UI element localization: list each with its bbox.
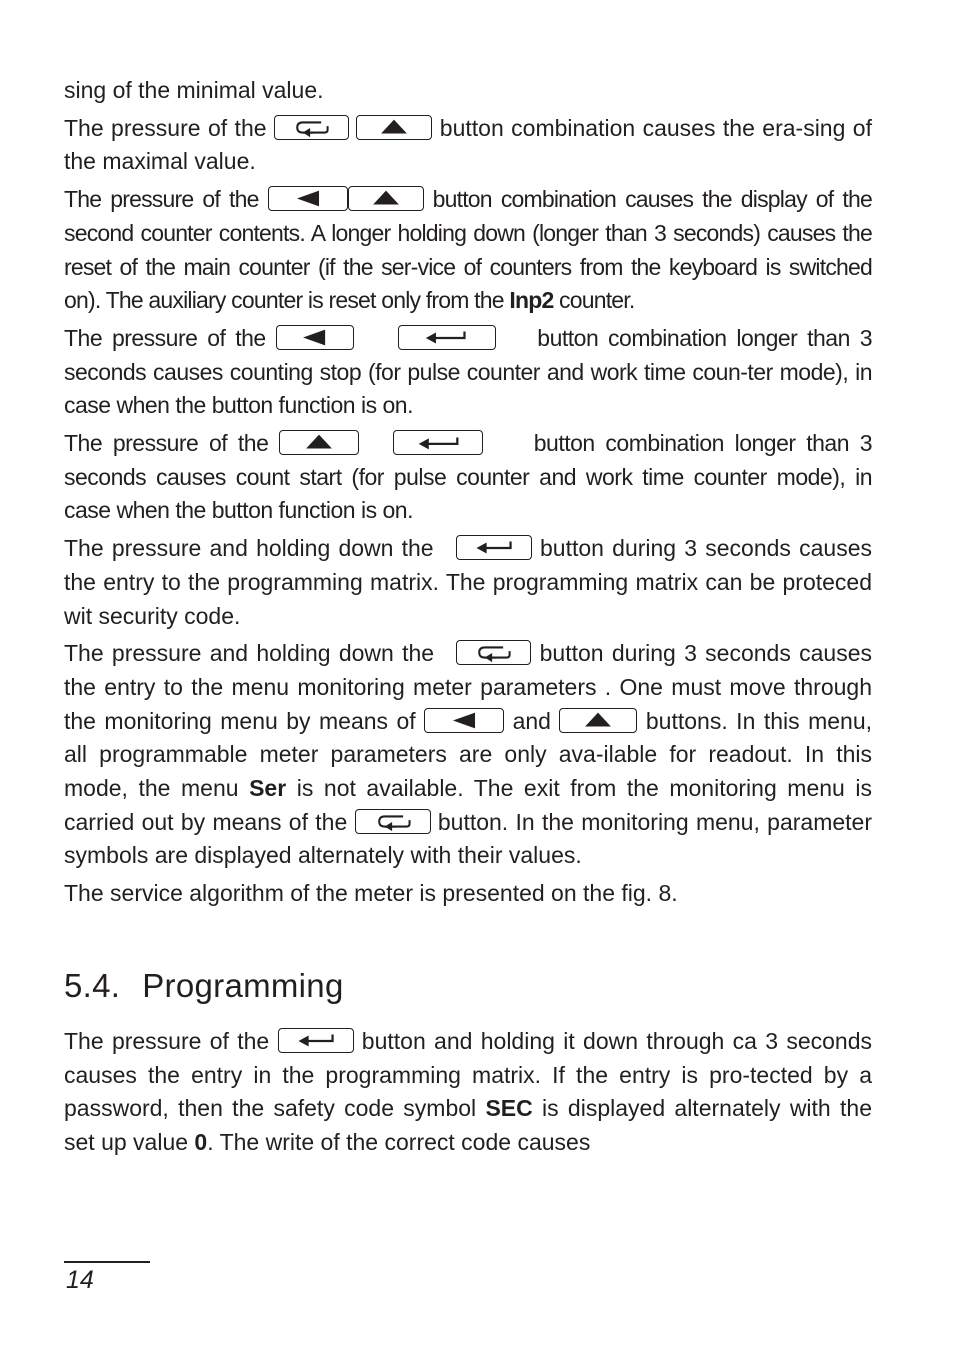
enter-key-icon bbox=[278, 1028, 354, 1053]
section-paragraph: The pressure of the button and holding it down through ca 3 seconds causes the entry in the programming matrix. If the entry is pro-tected by a password, then the safety code symbol SEC is displayed alternately with the set up value 0. The write of the correct code causes bbox=[64, 1027, 872, 1155]
document-page bbox=[64, 74, 872, 1164]
up-arrow-key-icon bbox=[559, 708, 637, 733]
footer-rule bbox=[64, 1261, 150, 1263]
section-number: 5.4. bbox=[64, 966, 121, 1004]
left-arrow-key-icon bbox=[276, 325, 354, 350]
section-title: Programming bbox=[142, 966, 344, 1004]
up-arrow-key-icon bbox=[356, 115, 432, 140]
section-heading bbox=[64, 967, 872, 1005]
up-arrow-key-icon bbox=[279, 430, 359, 455]
paragraph-0: sing of the minimal value. bbox=[64, 77, 324, 103]
left-arrow-key-icon bbox=[424, 708, 504, 733]
enter-key-icon bbox=[456, 535, 532, 560]
page-number: 14 bbox=[66, 1266, 94, 1294]
paragraph-6: The pressure and holding down the button during 3 seconds causes the entry to the menu monitoring meter parameters . One must move through the monitoring menu by means of and buttons. In this menu, all programmable meter parameters are only ava-ilable for readout. In this mode, the menu Ser is not available. The exit from the monitoring menu is carried out by means of the button. In the monitoring menu, parameter symbols are displayed alternately with their values. bbox=[64, 640, 873, 869]
enter-key-icon bbox=[398, 325, 496, 350]
paragraph-3: The pressure of the button combination longer than 3 seconds causes counting stop (for pulse counter and work time coun-ter mode), in case when the button function is on. bbox=[64, 324, 872, 419]
escape-key-icon bbox=[456, 640, 531, 665]
paragraph-4: The pressure of the button combination longer than 3 seconds causes count start (for pulse counter and work time counter mode), in case when the button function is on. bbox=[64, 430, 872, 524]
paragraph-7: The service algorithm of the meter is presented on the fig. 8. bbox=[64, 880, 678, 907]
up-arrow-key-icon bbox=[348, 186, 424, 211]
enter-key-icon bbox=[393, 430, 483, 455]
left-arrow-key-icon bbox=[268, 186, 348, 211]
paragraph-2: The pressure of the button combination causes the display of the second counter contents. A longer holding down (longer than 3 seconds) causes the reset of the main counter (if the ser-vice of counters from the keyboard is switched on). The auxiliary counter is reset only from the Inp2 counter. bbox=[64, 186, 872, 314]
paragraph-5: The pressure and holding down the button during 3 seconds causes the entry to the programming matrix. The programming matrix can be proteced wit security code. bbox=[64, 535, 873, 629]
paragraph-1: The pressure of the button combination causes the era-sing of the maximal value. bbox=[64, 114, 872, 175]
escape-key-icon bbox=[274, 115, 349, 140]
escape-key-icon bbox=[355, 809, 431, 834]
